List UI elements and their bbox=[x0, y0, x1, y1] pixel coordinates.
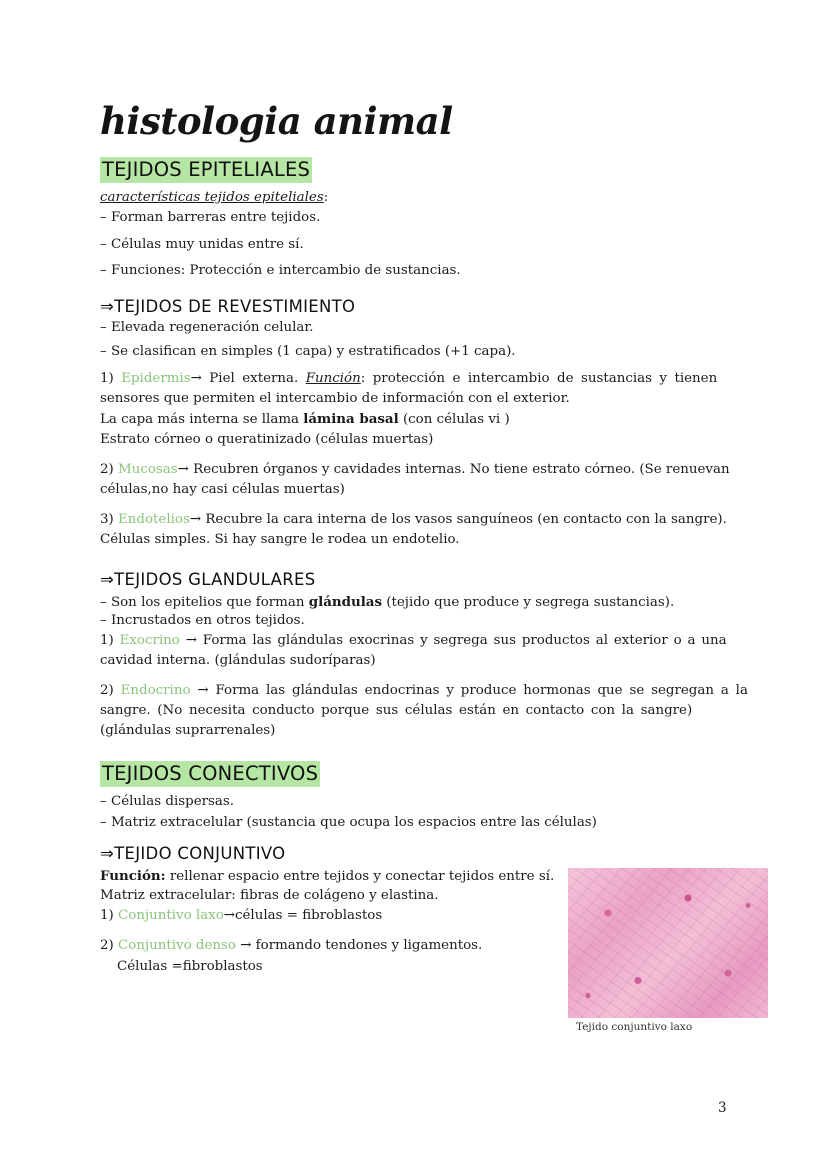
epi-line-2: – Células muy unidas entre sí. bbox=[100, 237, 304, 252]
gland-text-c: (tejido que produce y segrega sustancias). bbox=[382, 595, 675, 610]
epi-line-1: – Forman barreras entre tejidos. bbox=[100, 210, 321, 225]
item-number: 2) bbox=[100, 938, 119, 953]
con-line-1: – Células dispersas. bbox=[100, 794, 235, 809]
basal-bold: lámina basal bbox=[303, 411, 399, 427]
funcion-label: Función: bbox=[100, 868, 166, 884]
epidermis-line-1 bbox=[100, 369, 728, 389]
epidermis-desc: → Piel externa. bbox=[190, 371, 306, 386]
basal-text-c: (con células vi ) bbox=[398, 412, 510, 427]
item-number: 1) bbox=[100, 908, 119, 923]
item-number: 2) bbox=[100, 683, 121, 698]
endotelios-line-1 bbox=[100, 510, 728, 530]
exocrino-line-2: cavidad interna. (glándulas sudoríparas) bbox=[100, 653, 376, 668]
laxo-desc: →células = fibroblastos bbox=[223, 908, 383, 923]
gland-text-a: – Son los epitelios que forman bbox=[100, 595, 309, 610]
item-number: 3) bbox=[100, 512, 119, 527]
subheading-revestimiento: ⇒TEJIDOS DE REVESTIMIENTO bbox=[100, 297, 356, 316]
item-number: 1) bbox=[100, 633, 120, 648]
term-conjuntivo-laxo: Conjuntivo laxo bbox=[118, 908, 224, 923]
term-funcion: Función bbox=[305, 371, 361, 386]
endocrino-line-3: (glándulas suprarrenales) bbox=[100, 723, 276, 738]
gland-bold: glándulas bbox=[308, 594, 383, 610]
page-number: 3 bbox=[718, 1100, 727, 1116]
tissue-micrograph-image bbox=[568, 868, 768, 1018]
page-title: histologia animal bbox=[100, 99, 453, 143]
epidermis-rest: : protección e intercambio de sustancias y tienen bbox=[360, 371, 718, 386]
epidermis-line-3 bbox=[100, 409, 728, 430]
term-epidermis: Epidermis bbox=[121, 371, 191, 386]
epi-line-3: – Funciones: Protección e intercambio de sustancias. bbox=[100, 263, 461, 278]
figure-caption: Tejido conjuntivo laxo bbox=[576, 1021, 693, 1033]
endotelios-line-2: Células simples. Si hay sangre le rodea un endotelio. bbox=[100, 532, 460, 547]
section-heading-epiteliales: TEJIDOS EPITELIALES bbox=[102, 158, 311, 181]
gland-line-2: – Incrustados en otros tejidos. bbox=[100, 613, 305, 628]
conj-line-2: Matriz extracelular: fibras de colágeno y elastina. bbox=[100, 888, 439, 903]
denso-desc: → formando tendones y ligamentos. bbox=[235, 938, 483, 953]
mucosas-line-2: células,no hay casi células muertas) bbox=[100, 482, 345, 497]
item-number: 2) bbox=[100, 462, 119, 477]
term-mucosas: Mucosas bbox=[118, 462, 178, 477]
term-exocrino: Exocrino bbox=[119, 633, 180, 648]
term-conjuntivo-denso: Conjuntivo denso bbox=[118, 938, 236, 953]
mucosas-line-1 bbox=[100, 460, 728, 480]
mucosas-desc: → Recubren órganos y cavidades internas. No tiene estrato córneo. (Se renuevan bbox=[177, 462, 730, 477]
epidermis-line-4: Estrato córneo o queratinizado (células muertas) bbox=[100, 432, 434, 447]
item-number: 1) bbox=[100, 371, 122, 386]
basal-text-a: La capa más interna se llama bbox=[100, 412, 304, 427]
gland-line-1 bbox=[100, 592, 728, 613]
features-colon: : bbox=[323, 190, 329, 205]
con-line-2: – Matriz extracelular (sustancia que ocupa los espacios entre las células) bbox=[100, 815, 597, 830]
endocrino-desc: → Forma las glándulas endocrinas y produce hormonas que se segregan a la bbox=[190, 683, 748, 698]
exocrino-desc: → Forma las glándulas exocrinas y segrega sus productos al exterior o a una bbox=[179, 633, 727, 648]
funcion-text: rellenar espacio entre tejidos y conectar tejidos entre sí. bbox=[165, 869, 555, 884]
subheading-conjuntivo: ⇒TEJIDO CONJUNTIVO bbox=[100, 844, 286, 863]
endotelios-desc: → Recubre la cara interna de los vasos sanguíneos (en contacto con la sangre). bbox=[189, 512, 727, 527]
term-endotelios: Endotelios bbox=[118, 512, 190, 527]
section-heading-conectivos: TEJIDOS CONECTIVOS bbox=[102, 762, 319, 785]
features-label: características tejidos epiteliales bbox=[100, 190, 324, 205]
term-endocrino: Endocrino bbox=[120, 683, 191, 698]
endocrino-line-2: sangre. (No necesita conducto porque sus células están en contacto con la sangre) bbox=[100, 703, 693, 718]
epidermis-line-2: sensores que permiten el intercambio de información con el exterior. bbox=[100, 391, 570, 406]
denso-line-2: Células =fibroblastos bbox=[117, 959, 263, 974]
subheading-glandulares: ⇒TEJIDOS GLANDULARES bbox=[100, 570, 316, 589]
endocrino-line-1 bbox=[100, 681, 748, 701]
rev-line-1: – Elevada regeneración celular. bbox=[100, 320, 314, 335]
features-label-line bbox=[100, 188, 728, 208]
exocrino-line-1 bbox=[100, 631, 728, 651]
rev-line-2: – Se clasifican en simples (1 capa) y estratificados (+1 capa). bbox=[100, 344, 516, 359]
